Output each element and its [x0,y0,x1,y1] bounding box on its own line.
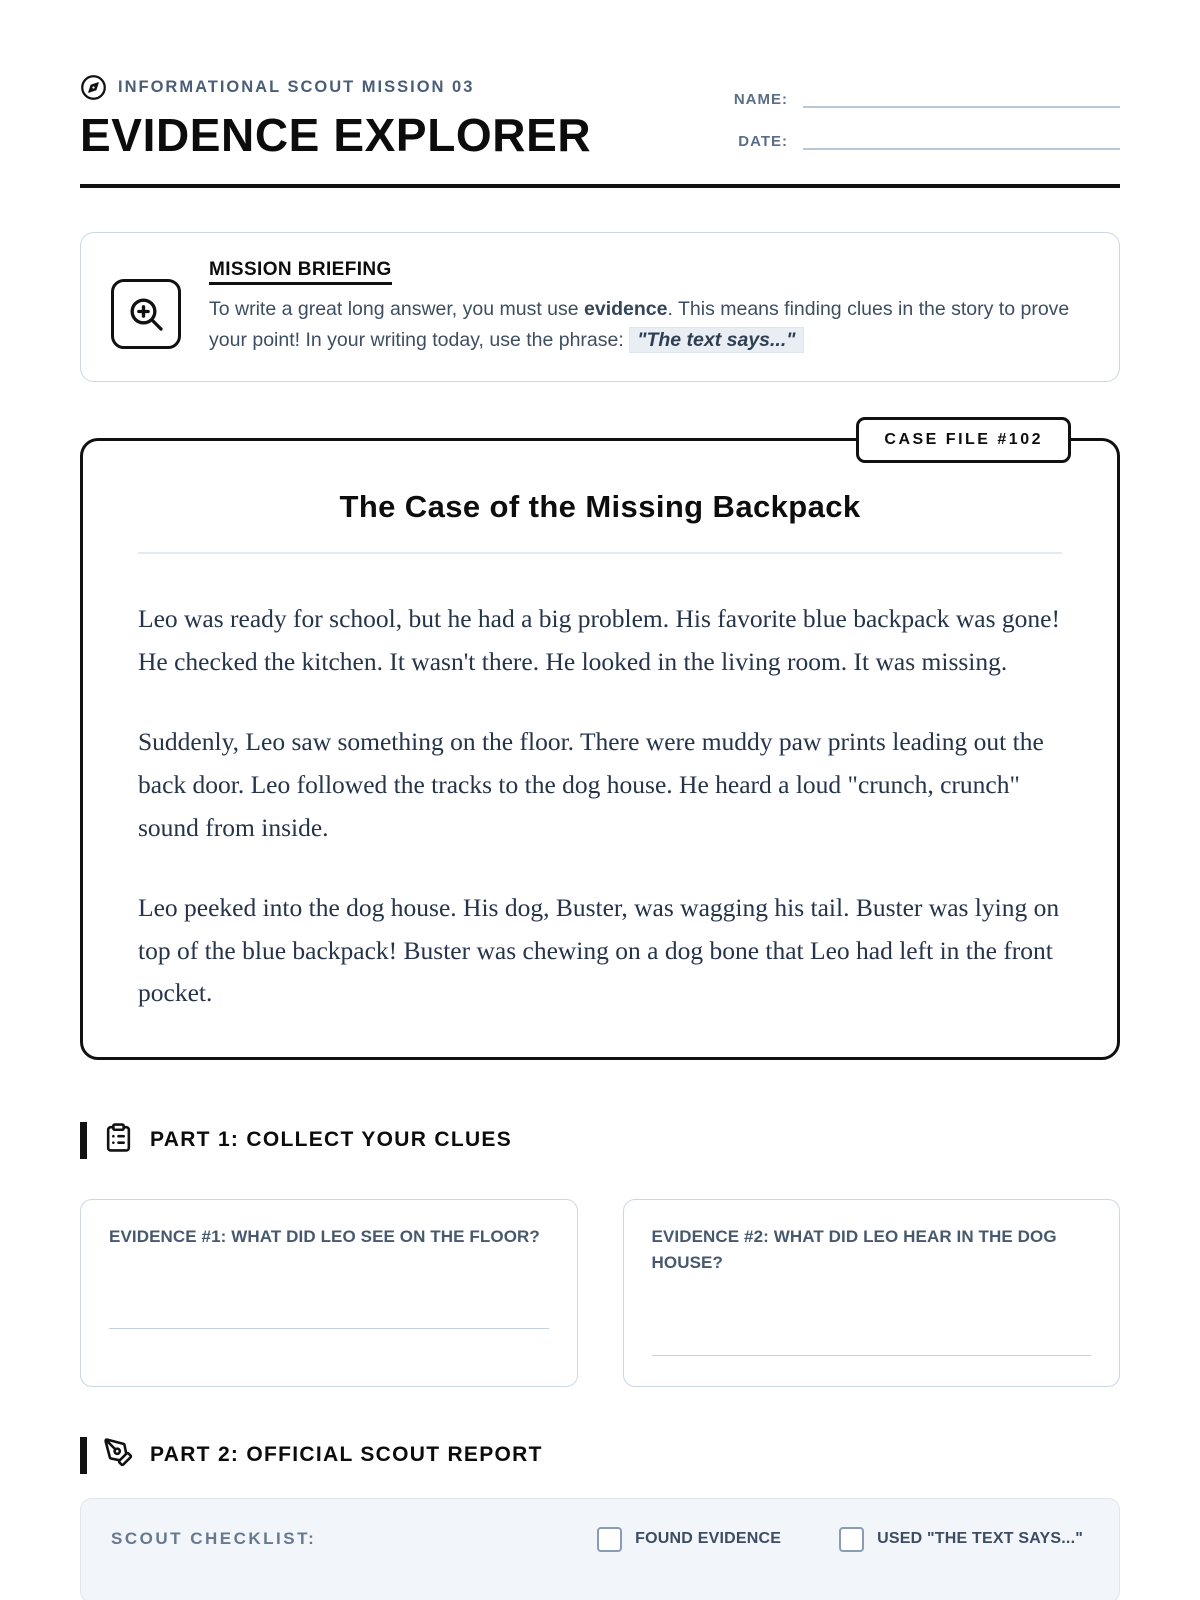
text-says-label: USED "THE TEXT SAYS..." [877,1530,1083,1548]
date-label: DATE: [738,133,788,150]
briefing-evidence-bold: evidence [584,298,668,320]
mission-eyebrow [80,74,591,101]
date-input-line[interactable] [803,128,1120,150]
mission-briefing-card [80,232,1120,382]
found-evidence-label: FOUND EVIDENCE [635,1530,782,1548]
name-label: NAME: [733,91,788,108]
header-divider [80,184,1120,188]
briefing-heading: MISSION BRIEFING [209,259,392,285]
evidence-card-2 [623,1199,1121,1387]
evidence-answer-line-1[interactable] [109,1328,549,1329]
part1-accent-bar [80,1122,87,1159]
part2-accent-bar [80,1437,87,1474]
text-says-phrase: "The text says..." [629,327,803,353]
case-file-card [80,431,1120,1060]
evidence-question-1: EVIDENCE #1: WHAT DID LEO SEE ON THE FLOOR? [109,1226,540,1246]
evidence-answer-line-2[interactable] [652,1355,1092,1356]
evidence-question-2: EVIDENCE #2: WHAT DID LEO HEAR IN THE DOG HOUSE? [651,1226,1057,1273]
text-says-checkbox[interactable] [839,1527,864,1552]
page-title: EVIDENCE EXPLORER [80,109,592,161]
checklist-item-text-says [839,1527,1083,1552]
clipboard-icon [103,1122,134,1158]
compass-icon [80,74,107,101]
mission-subtitle: INFORMATIONAL SCOUT MISSION 03 [118,78,475,96]
date-field-row [728,128,1120,150]
header [80,74,1120,170]
name-date-fields [728,74,1120,170]
evidence-grid [80,1199,1120,1387]
found-evidence-checkbox[interactable] [597,1527,622,1552]
name-input-line[interactable] [803,86,1120,108]
checklist-label: SCOUT CHECKLIST: [111,1529,317,1549]
mission-briefing-content [209,259,1089,355]
part2-heading [80,1437,1120,1474]
briefing-text [209,294,1089,355]
story-body [138,598,1062,1015]
evidence-card-1 [80,1199,578,1387]
story-paragraph-1: Leo was ready for school, but he had a big problem. His favorite blue backpack was gone! He checked the kitchen. It wasn't there. He looked in the living room. It was missing. [138,604,1060,676]
part1-label: PART 1: COLLECT YOUR CLUES [150,1128,513,1152]
story-paragraph-3: Leo peeked into the dog house. His dog, Buster, was wagging his tail. Buster was lying on top of the blue backpack! Buster was chewing on a dog bone that Leo had left in the front pocket. [138,893,1060,1008]
story-title: The Case of the Missing Backpack [339,489,861,525]
part2-label: PART 2: OFFICIAL SCOUT REPORT [150,1443,543,1467]
story-title-divider [138,552,1062,554]
briefing-text-part2: . This means finding clues in the story to prove your point! In your writing today, use the phrase: [209,298,1070,351]
checklist-items [597,1527,1083,1552]
part1-heading [80,1122,1120,1159]
briefing-text-part1: To write a great long answer, you must use [209,298,585,320]
case-file-badge: CASE FILE #102 [856,417,1071,463]
zoom-in-icon [111,279,181,349]
story-paragraph-2: Suddenly, Leo saw something on the floor. There were muddy paw prints leading out the back door. Leo followed the tracks to the dog house. He heard a loud "crunch, crunch" sound from inside. [138,727,1044,842]
pen-nib-icon [103,1437,134,1473]
name-field-row [728,86,1120,108]
checklist-item-found-evidence [597,1527,781,1552]
scout-checklist [80,1498,1120,1600]
header-titles [80,74,591,162]
